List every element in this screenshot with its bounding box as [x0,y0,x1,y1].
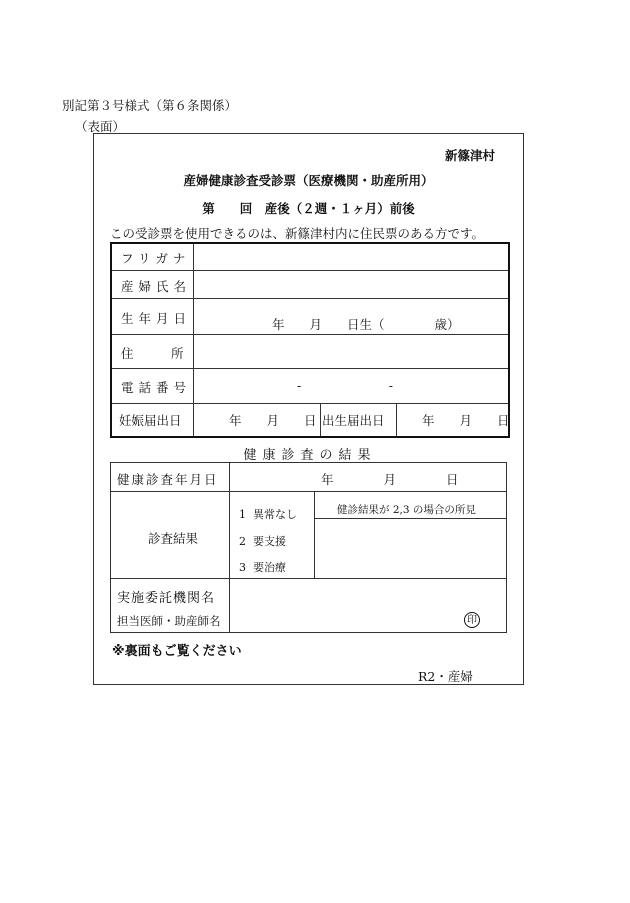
applicant-table [110,242,510,438]
results-table [110,462,507,633]
exam-date-label: 健康診査年月日 [117,472,219,487]
form-reference: 別記第３号様式（第６条関係） [62,98,238,113]
institution-label: 実施委託機関名 [117,591,216,606]
birthdate-label: 生年月日 [121,311,192,326]
back-side-note: ※裏面もご覧ください [112,644,242,659]
form-title: 産婦健康診査受診票（医療機関・助産所用） [183,173,434,188]
form-code: R2・産婦 [418,669,473,684]
name-label: 産婦氏名 [121,279,192,294]
result-option-3[interactable]: 3 要治療 [239,561,286,574]
furigana-field[interactable] [194,244,508,270]
address-field[interactable] [194,335,508,368]
session-line: 第 回 産後（２週・１ヶ月）前後 [202,201,415,216]
exam-date-field[interactable]: 年 月 日 [321,472,459,487]
birth-report-label: 出生届出日 [322,413,385,428]
birthdate-field[interactable]: 年 月 日生（ 歳） [272,317,460,332]
village-name: 新篠津村 [445,148,496,163]
findings-label: 健診結果が 2,3 の場合の所見 [337,504,476,516]
seal-mark: 印 [464,612,480,628]
phone-label: 電話番号 [121,380,192,395]
name-field[interactable] [194,271,508,298]
birth-report-date[interactable]: 年 月 日 [422,413,510,428]
result-option-1[interactable]: 1 異常なし [239,508,297,521]
address-label: 住 所 [121,346,184,361]
phone-field[interactable]: - - [297,378,393,393]
pregnancy-report-date[interactable]: 年 月 日 [229,413,317,428]
result-option-2[interactable]: 2 要支援 [239,535,286,548]
doctor-label: 担当医師・助産師名 [117,614,221,628]
findings-field[interactable] [315,519,507,578]
eligibility-notice: この受診票を使用できるのは、新篠津村内に住民票のある方です。 [110,226,485,241]
pregnancy-report-label: 妊娠届出日 [119,413,182,428]
result-label: 診査結果 [148,531,199,546]
furigana-label: フリガナ [121,251,191,266]
side-label: （表面） [75,119,126,134]
results-heading: 健康診査の結果 [243,448,377,463]
